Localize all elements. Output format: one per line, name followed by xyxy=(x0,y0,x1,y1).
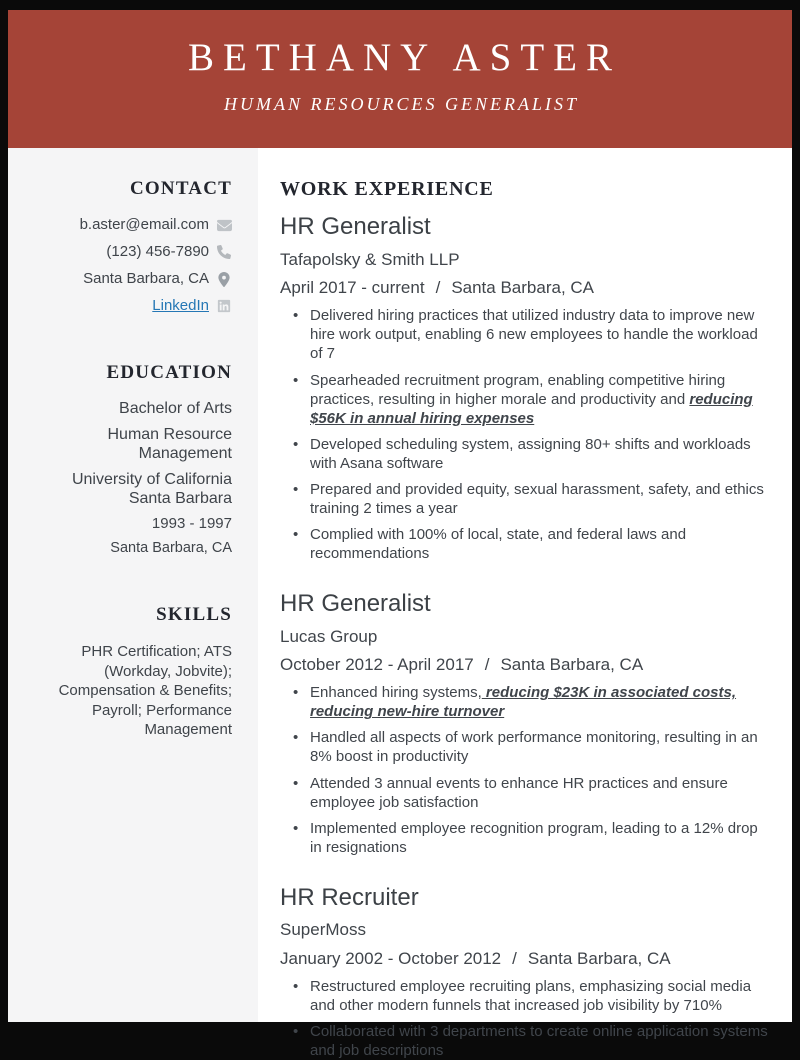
job-bullets xyxy=(280,977,770,1060)
person-job-title: HUMAN RESOURCES GENERALIST xyxy=(224,94,579,115)
job-period: January 2002 - October 2012 xyxy=(280,948,502,968)
bullet-text: Complied with 100% of local, state, and federal laws and recommendations xyxy=(310,525,687,562)
skills-text: PHR Certification; ATS (Workday, Jobvite); Compensation & Benefits; Payroll; Performance Management xyxy=(58,643,232,739)
job-bullet xyxy=(280,435,770,473)
education-major: Human Resource Management xyxy=(107,425,232,462)
bullet-text: Attended 3 annual events to enhance HR practices and ensure employee job satisfaction xyxy=(310,774,728,811)
resume-page xyxy=(8,10,792,1060)
sidebar xyxy=(8,148,258,1022)
job-bullet xyxy=(280,525,770,563)
job-bullet xyxy=(280,306,770,363)
job-bullet xyxy=(280,683,770,721)
resume-header xyxy=(8,10,792,148)
job-meta-separator: / xyxy=(512,948,517,968)
job-meta-separator: / xyxy=(435,277,441,297)
job-title: HR Generalist xyxy=(280,589,431,617)
job-bullet xyxy=(280,371,770,428)
location-pin-icon xyxy=(216,272,232,287)
job-company: Lucas Group xyxy=(280,626,378,646)
contact-heading: CONTACT xyxy=(130,178,232,199)
contact-row-location xyxy=(42,270,232,288)
job-title: HR Generalist xyxy=(280,213,431,240)
job-bullet xyxy=(280,819,770,857)
work-experience-heading: WORK EXPERIENCE xyxy=(280,178,494,200)
contact-section xyxy=(42,178,232,315)
job-meta xyxy=(280,949,770,969)
job-bullet xyxy=(280,977,770,1015)
education-location: Santa Barbara, CA xyxy=(110,540,232,557)
bullet-text: Implemented employee recognition program, leading to a 12% drop in resignations xyxy=(310,819,758,856)
job-meta-separator: / xyxy=(484,654,490,674)
bullet-text: Delivered hiring practices that utilized industry data to improve new hire work output, enabling 6 new employees to handle the workload of 7 xyxy=(310,307,758,363)
emphasized-text: reducing $23K in associated costs, reducing new-hire turnover xyxy=(310,684,737,721)
skills-section xyxy=(42,604,232,740)
bullet-text: Developed scheduling system, assigning 80+ shifts and workloads with Asana software xyxy=(310,435,751,472)
jobs-list xyxy=(280,213,770,1060)
job-location: Santa Barbara, CA xyxy=(500,654,644,674)
person-name: BETHANY ASTER xyxy=(188,35,621,79)
bullet-text: Collaborated with 3 departments to create online application systems and job descriptions xyxy=(310,1023,768,1060)
email-text: b.aster@email.com xyxy=(79,216,209,233)
education-heading: EDUCATION xyxy=(106,362,232,383)
job-location: Santa Barbara, CA xyxy=(451,277,595,297)
job-entry xyxy=(280,590,770,857)
job-meta xyxy=(280,655,770,675)
job-entry xyxy=(280,884,770,1060)
bullet-text: Enhanced hiring systems, xyxy=(310,684,482,702)
contact-row-linkedin xyxy=(42,297,232,315)
bullet-text: Restructured employee recruiting plans, emphasizing social media and other modern funnels that increased job visibility by 710% xyxy=(310,978,752,1015)
job-location: Santa Barbara, CA xyxy=(527,948,671,968)
linkedin-icon xyxy=(216,299,232,314)
job-bullets xyxy=(280,306,770,563)
job-period: October 2012 - April 2017 xyxy=(280,654,474,674)
phone-text: (123) 456-7890 xyxy=(106,243,209,260)
job-entry xyxy=(280,213,770,563)
education-years: 1993 - 1997 xyxy=(151,515,232,533)
contact-row-phone xyxy=(42,243,232,261)
job-period: April 2017 - current xyxy=(280,277,425,297)
education-section xyxy=(42,362,232,557)
skills-heading: SKILLS xyxy=(156,604,232,626)
content-columns xyxy=(8,148,792,1060)
emphasized-text: reducing $56K in annual hiring expenses xyxy=(310,390,753,427)
job-title: HR Recruiter xyxy=(280,883,419,911)
education-school: University of California Santa Barbara xyxy=(71,470,232,507)
job-bullet xyxy=(280,728,770,766)
bullet-text: Spearheaded recruitment program, enabling competitive hiring practices, resulting in higher morale and productivity and xyxy=(310,371,726,408)
job-company: SuperMoss xyxy=(280,920,366,940)
main-content xyxy=(258,148,792,1060)
education-degree: Bachelor of Arts xyxy=(119,400,232,417)
phone-icon xyxy=(216,245,232,260)
envelope-icon xyxy=(216,218,232,233)
location-text: Santa Barbara, CA xyxy=(83,270,209,287)
contact-row-email xyxy=(42,216,232,234)
job-bullet xyxy=(280,1022,770,1060)
linkedin-link[interactable]: LinkedIn xyxy=(152,297,209,314)
job-bullet xyxy=(280,480,770,518)
job-bullet xyxy=(280,774,770,812)
job-meta xyxy=(280,278,770,298)
job-company: Tafapolsky & Smith LLP xyxy=(280,249,460,269)
job-bullets xyxy=(280,683,770,856)
bullet-text: Prepared and provided equity, sexual harassment, safety, and ethics training 2 times a year xyxy=(310,480,764,517)
bullet-text: Handled all aspects of work performance monitoring, resulting in an 8% boost in productivity xyxy=(310,729,758,766)
